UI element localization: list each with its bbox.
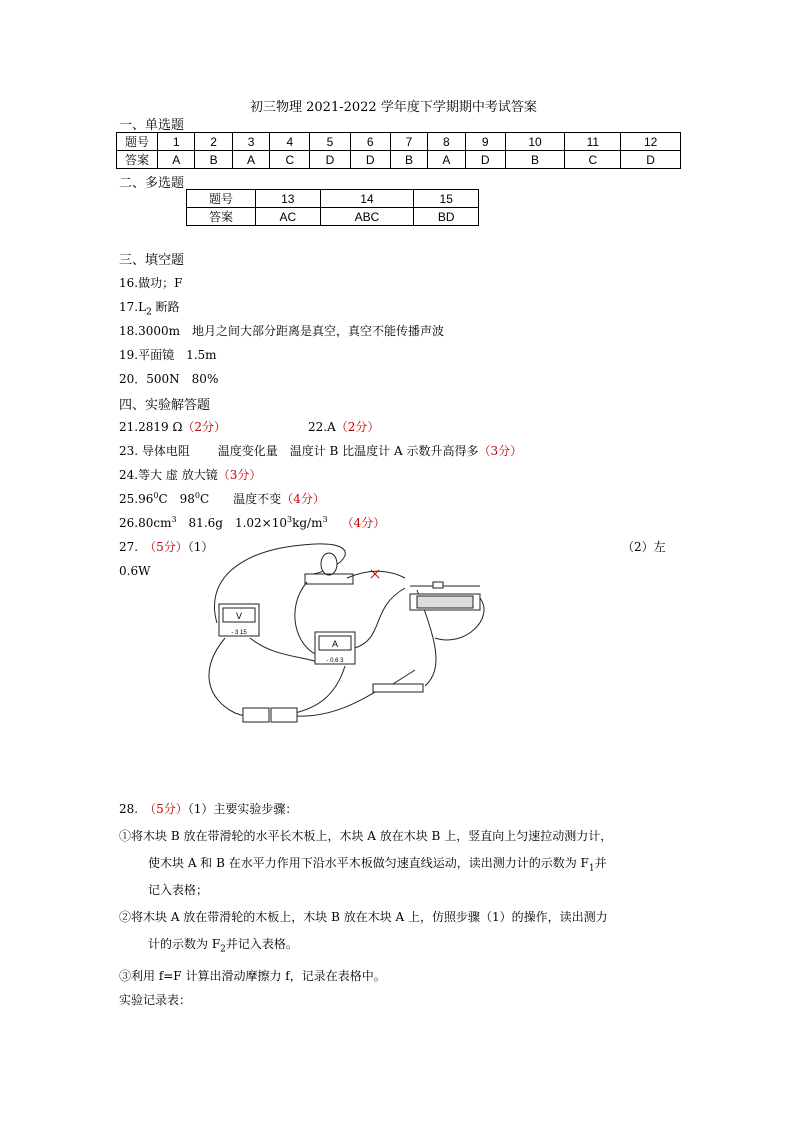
table-cell: D: [310, 151, 350, 169]
answer-28-step1-line2: [148, 854, 607, 873]
table-header-cell: 答案: [117, 151, 158, 169]
answer-28-step2-line1: ②将木块 A 放在带滑轮的木板上，木块 B 放在木块 A 上，仿照步骤（1）的操作，读出测力: [119, 910, 608, 924]
table-row: [187, 208, 479, 226]
table-cell: D: [350, 151, 390, 169]
section-heading-experiments: 四、实验解答题: [119, 398, 211, 413]
table-cell: A: [428, 151, 465, 169]
answer-19: 19.平面镜 1.5m: [119, 348, 217, 362]
answer-27-part2: （2）左: [622, 540, 666, 554]
table-cell: A: [232, 151, 269, 169]
table-cell: 8: [428, 133, 465, 151]
answer-28-step1-line2-text: 使木块 A 和 B 在水平力作用下沿水平木板做匀速直线运动，读出测力计的示数为 F: [148, 856, 589, 870]
answer-23: [119, 442, 522, 459]
ammeter: [315, 632, 355, 664]
answer-27-num: 27.: [119, 540, 139, 554]
answer-16: 16.做功；F: [119, 276, 183, 290]
answer-25-a-sup: 0: [153, 491, 159, 500]
voltmeter-label: V: [235, 611, 243, 621]
table-cell: 2: [195, 133, 232, 151]
wire: [209, 638, 245, 716]
table-cell: 3: [232, 133, 269, 151]
answer-27-power: 0.6W: [119, 564, 151, 578]
answer-21: [119, 418, 226, 435]
table-cell: 13: [256, 190, 321, 208]
answer-23-score: （3分）: [478, 444, 523, 458]
answer-17: [119, 298, 180, 317]
answer-26: [119, 514, 385, 531]
answer-24-text: 24.等大 虚 放大镜: [119, 468, 218, 482]
table-cell: ABC: [320, 208, 414, 226]
answer-17-rest: 断路: [151, 300, 180, 314]
circuit-diagram: [195, 538, 505, 738]
table-cell: 12: [621, 133, 681, 151]
answer-20: 20．500N 80%: [119, 372, 219, 386]
table-row: [117, 133, 681, 151]
answer-25-c: C 温度不变: [200, 492, 282, 506]
answer-22: [308, 418, 379, 435]
bulb-icon: [321, 553, 337, 575]
table-cell: 7: [390, 133, 427, 151]
answer-28-step3: ③利用 f=F 计算出滑动摩擦力 f，记录在表格中。: [119, 969, 386, 983]
answer-27-part1: （1）: [187, 540, 214, 554]
answer-26-c-sup: 3: [322, 515, 328, 524]
answer-27-score: （5分）: [144, 540, 188, 554]
answer-25: [119, 490, 325, 507]
answer-26-a: 26.80cm: [119, 516, 172, 530]
table-cell: C: [565, 151, 621, 169]
table-cell: 14: [320, 190, 414, 208]
answer-26-score: （4分）: [341, 516, 386, 530]
answer-28-step1-line2-end: 并: [594, 856, 607, 870]
ammeter-label: A: [331, 639, 339, 649]
table-cell: A: [158, 151, 195, 169]
table-row: [117, 151, 681, 169]
table-cell: 5: [310, 133, 350, 151]
table-header-cell: 答案: [187, 208, 256, 226]
table-cell: AC: [256, 208, 321, 226]
answer-28-num: 28.: [119, 802, 139, 816]
wire: [295, 666, 345, 713]
wire: [295, 686, 385, 716]
answer-22-score: （2分）: [335, 420, 380, 434]
battery: [243, 708, 297, 722]
section-heading-single-choice: 一、单选题: [119, 118, 185, 133]
answer-17-sub: 2: [146, 307, 152, 318]
answer-26-b-sup: 3: [287, 515, 293, 524]
answer-28-step2-line2-end: 并记入表格。: [225, 937, 298, 951]
table-cell: 4: [270, 133, 310, 151]
multiple-choice-table: [186, 189, 479, 226]
answer-28-step2-line2: [148, 935, 298, 954]
table-cell: B: [390, 151, 427, 169]
wire: [355, 588, 405, 648]
table-cell: 1: [158, 133, 195, 151]
table-cell: 10: [505, 133, 565, 151]
answer-28-score: （5分）: [144, 802, 188, 816]
page-title: 初三物理 2021-2022 学年度下学期期中考试答案: [250, 100, 537, 115]
answer-25-b-sup: 0: [194, 491, 200, 500]
table-row: [187, 190, 479, 208]
rheostat: [410, 582, 480, 610]
answer-28-table-label: 实验记录表：: [119, 993, 192, 1007]
table-cell: 9: [465, 133, 505, 151]
table-cell: C: [270, 151, 310, 169]
answer-21-text: 21.2819 Ω: [119, 420, 183, 434]
answer-26-c: kg/m: [292, 516, 323, 530]
answer-26-a-sup: 3: [171, 515, 177, 524]
table-header-cell: 题号: [117, 133, 158, 151]
answer-28-step1-sub: 1: [588, 863, 595, 874]
answer-22-text: 22.A: [308, 420, 336, 434]
answer-18: 18.3000m 地月之间大部分距离是真空，真空不能传播声波: [119, 324, 445, 338]
answer-28-step2-sub: 2: [220, 944, 226, 955]
answer-21-score: （2分）: [182, 420, 227, 434]
switch: [373, 670, 423, 692]
answer-28-intro-text: （1）主要实验步骤：: [187, 802, 298, 816]
answer-25-a: 25.96: [119, 492, 154, 506]
table-cell: 15: [414, 190, 479, 208]
section-heading-multiple-choice: 二、多选题: [119, 176, 185, 191]
answer-23-text: 23. 导体电阻 温度变化量 温度计 B 比温度计 A 示数升高得多: [119, 444, 479, 458]
voltmeter-terminals: - 3 15: [231, 630, 247, 636]
table-cell: D: [621, 151, 681, 169]
answer-25-b: C 98: [158, 492, 195, 506]
table-cell: 11: [565, 133, 621, 151]
answer-24: [119, 466, 261, 483]
answer-28-step1-line1: ①将木块 B 放在带滑轮的水平长木板上，木块 A 放在木块 B 上，竖直向上匀速拉动测力计，: [119, 829, 613, 843]
table-header-cell: 题号: [187, 190, 256, 208]
answer-28-step1-line3: 记入表格；: [148, 883, 209, 897]
voltmeter: [219, 604, 259, 636]
answer-24-score: （3分）: [217, 468, 262, 482]
table-cell: D: [465, 151, 505, 169]
ammeter-terminals: - 0.6 3: [326, 658, 344, 664]
answer-25-score: （4分）: [281, 492, 325, 506]
answer-17-text: 17.L: [119, 300, 147, 314]
answer-28-step2-line2-text: 计的示数为 F: [148, 937, 221, 951]
table-cell: B: [195, 151, 232, 169]
answer-26-b: 81.6g 1.02×10: [176, 516, 287, 530]
section-heading-fill-in: 三、填空题: [119, 253, 185, 268]
table-cell: 6: [350, 133, 390, 151]
single-choice-table: [116, 132, 681, 169]
table-cell: B: [505, 151, 565, 169]
answer-28-intro: [119, 800, 297, 817]
table-cell: BD: [414, 208, 479, 226]
